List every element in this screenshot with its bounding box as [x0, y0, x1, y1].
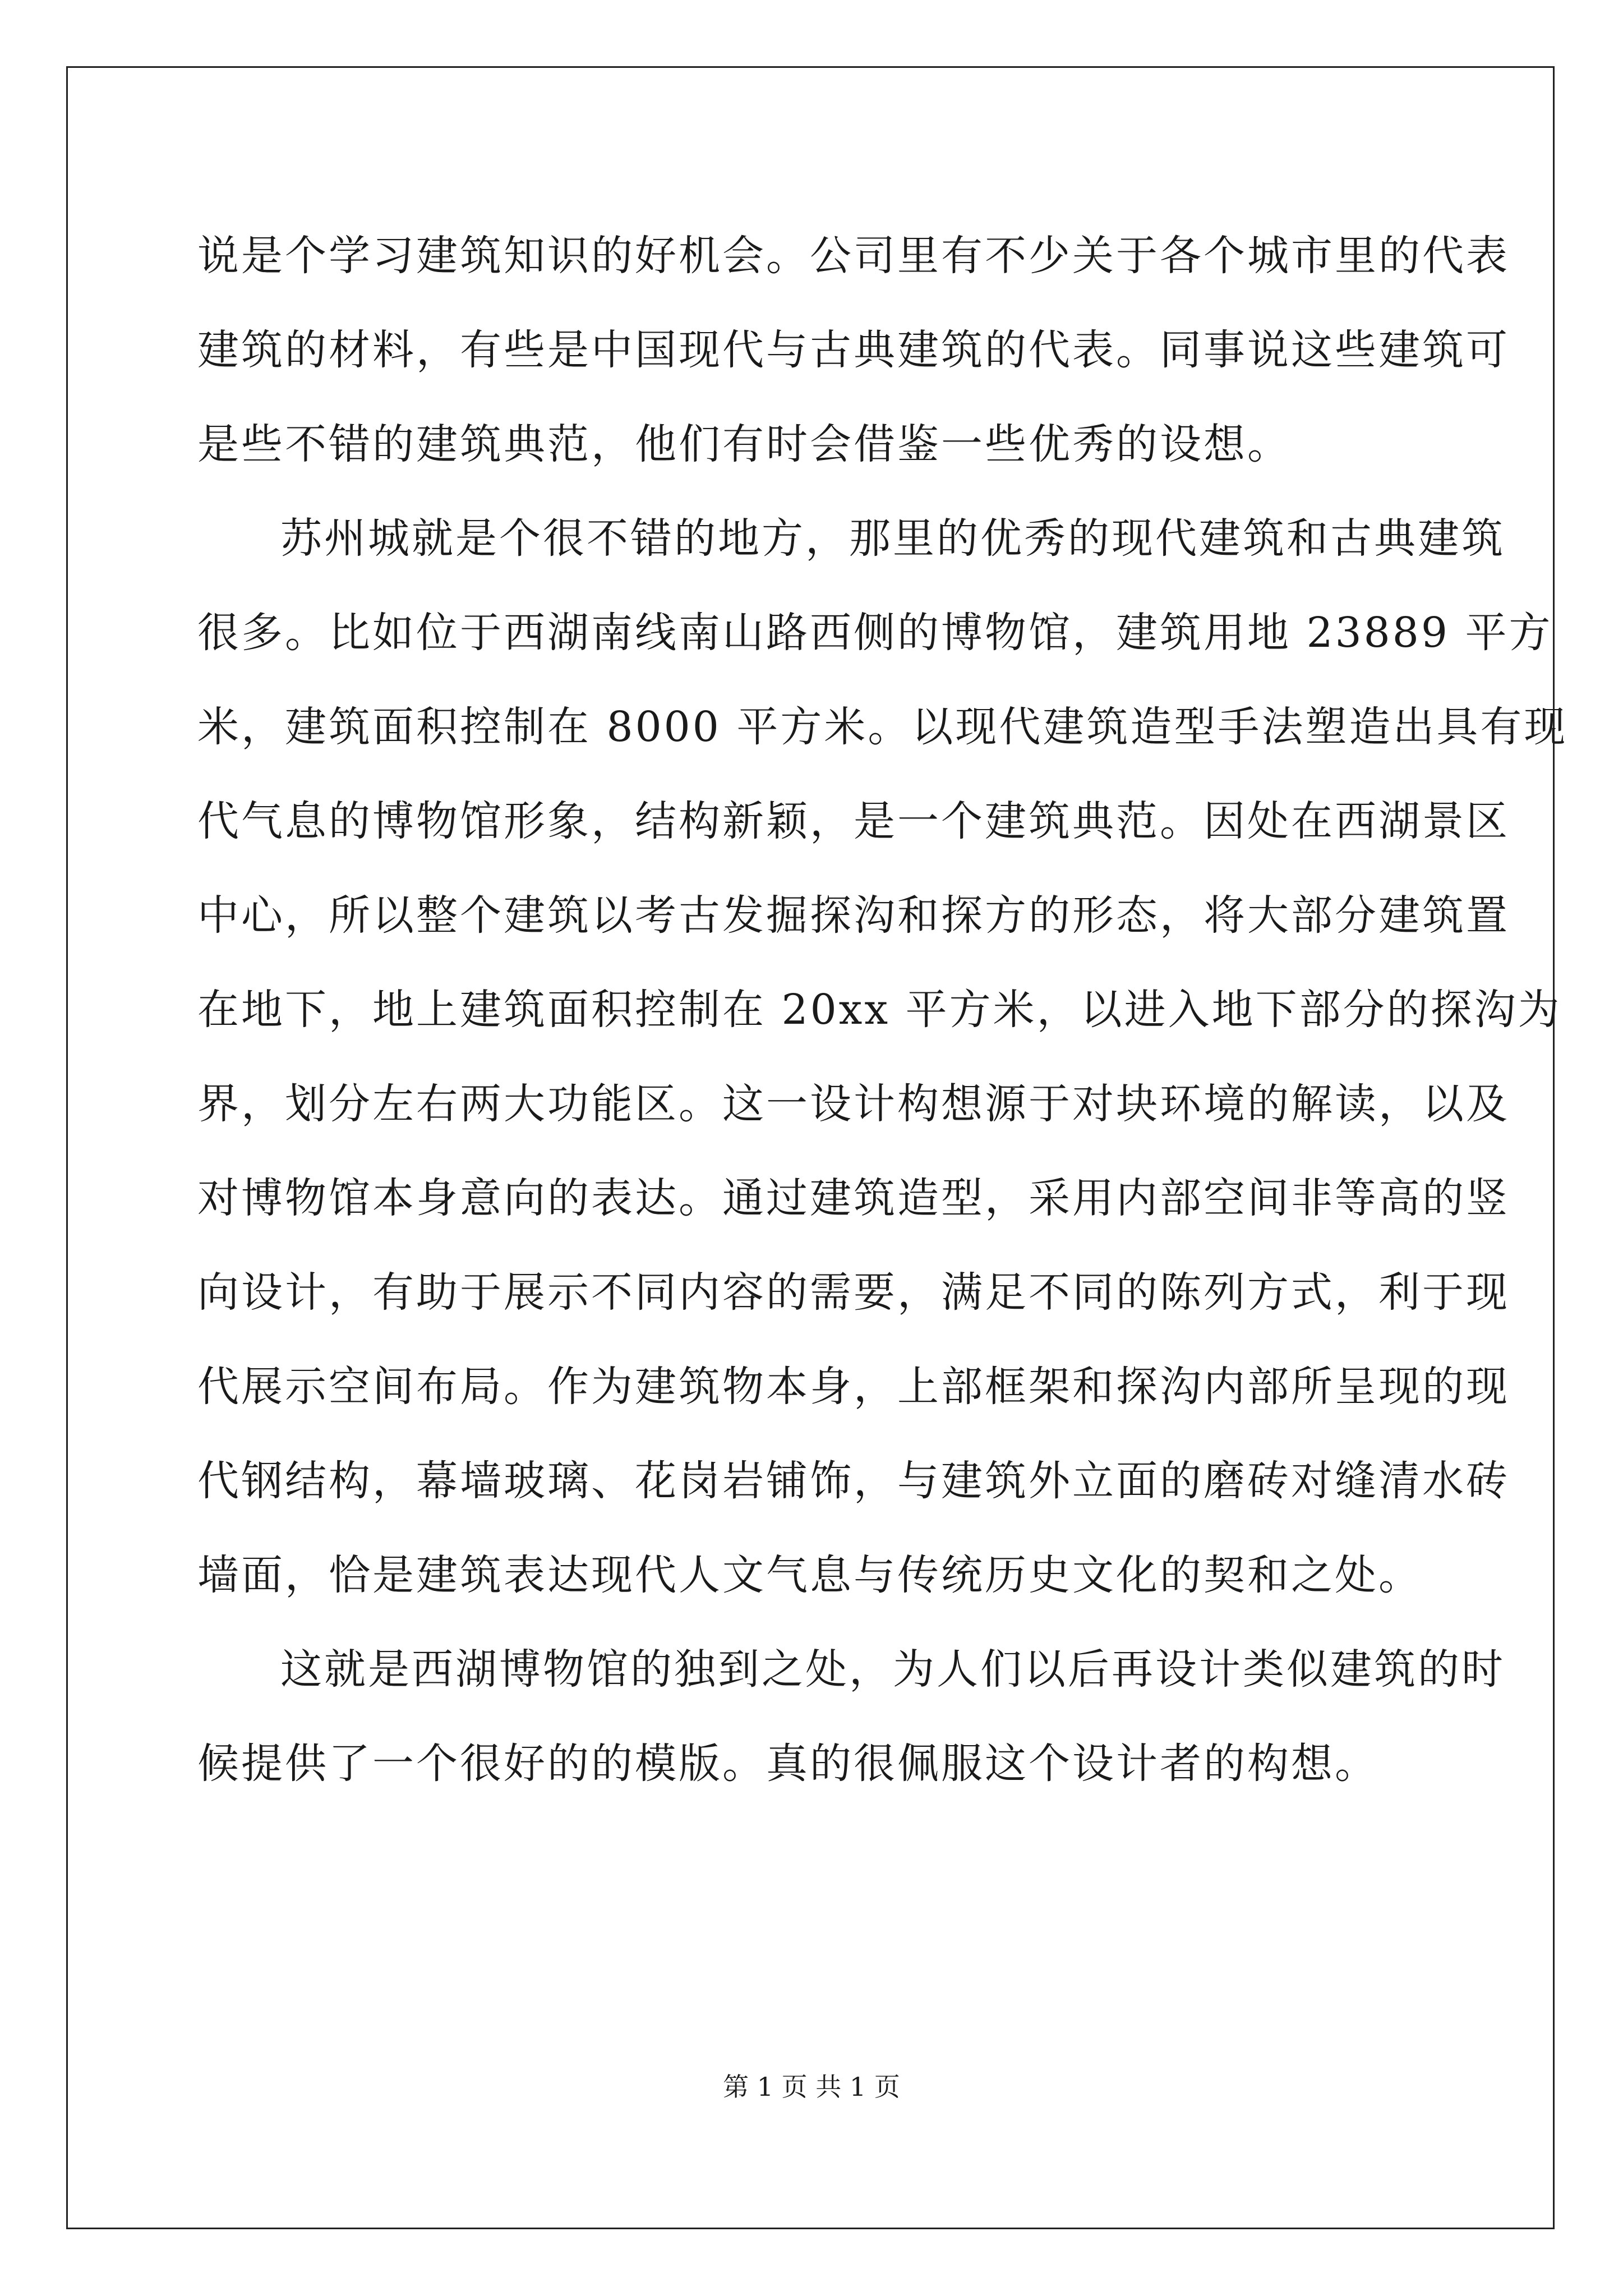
- text-line: 中心，所以整个建筑以考古发掘探沟和探方的形态，将大部分建筑置: [197, 891, 1510, 940]
- document-body: [197, 209, 1568, 1811]
- text-line: 对博物馆本身意向的表达。通过建筑造型，采用内部空间非等高的竖: [197, 1174, 1510, 1222]
- text-line: 代气息的博物馆形象，结构新颖，是一个建筑典范。因处在西湖景区: [197, 797, 1510, 845]
- text-line: 是些不错的建筑典范，他们有时会借鉴一些优秀的设想。: [197, 420, 1291, 468]
- text-line: 说是个学习建筑知识的好机会。公司里有不少关于各个城市里的代表: [197, 232, 1510, 280]
- page-footer: 第 1 页 共 1 页: [723, 2072, 900, 2102]
- text-line: 很多。比如位于西湖南线南山路西侧的博物馆，建筑用地 23889 平方: [197, 609, 1553, 657]
- text-line: 这就是西湖博物馆的独到之处，为人们以后再设计类似建筑的时: [280, 1645, 1505, 1694]
- text-line: 墙面，恰是建筑表达现代人文气息与传统历史文化的契和之处。: [197, 1551, 1422, 1599]
- text-line: 在地下，地上建筑面积控制在 20xx 平方米，以进入地下部分的探沟为: [197, 986, 1562, 1034]
- text-line: 代钢结构，幕墙玻璃、花岗岩铺饰，与建筑外立面的磨砖对缝清水砖: [197, 1457, 1510, 1505]
- text-line: 候提供了一个很好的的模版。真的很佩服这个设计者的构想。: [197, 1740, 1378, 1788]
- text-line: 米，建筑面积控制在 8000 平方米。以现代建筑造型手法塑造出具有现: [197, 703, 1568, 751]
- text-line: 界，划分左右两大功能区。这一设计构想源于对块环境的解读，以及: [197, 1080, 1510, 1128]
- text-line: 代展示空间布局。作为建筑物本身，上部框架和探沟内部所呈现的现: [197, 1363, 1510, 1411]
- text-line: 建筑的材料，有些是中国现代与古典建筑的代表。同事说这些建筑可: [197, 326, 1510, 374]
- text-line: 苏州城就是个很不错的地方，那里的优秀的现代建筑和古典建筑: [280, 514, 1505, 563]
- text-line: 向设计，有助于展示不同内容的需要，满足不同的陈列方式，利于现: [197, 1268, 1510, 1317]
